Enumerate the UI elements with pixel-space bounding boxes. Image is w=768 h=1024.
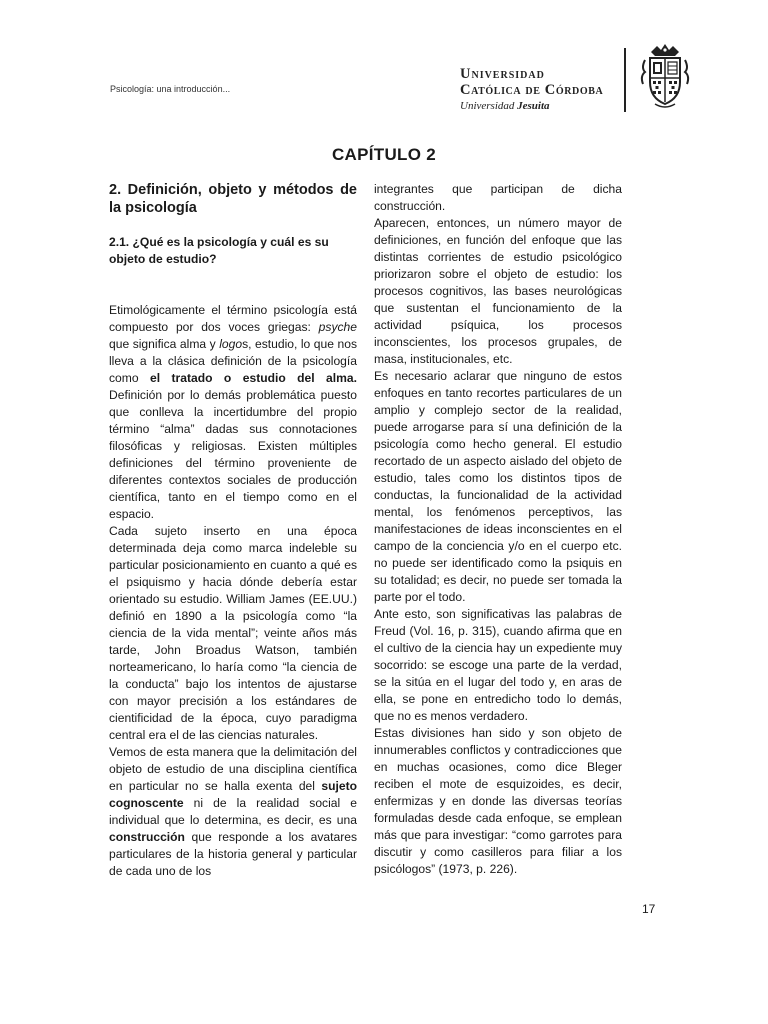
paragraph: integrantes que participan de dicha construcción. [374,182,622,213]
running-head: Psicología: una introducción... [110,84,231,94]
text-run: Etimológicamente el término psicología está compuesto por dos voces griegas: [109,303,357,334]
paragraph: Es necesario aclarar que ninguno de estos enfoques en tanto recortes particulares de un amplio y complejo sector de la realidad, puede arrogarse para sí una definición de la psicología como hecho general. El estudio recortado de un aspecto aislado del objeto de estudio, tales como los distintos tipos de conductas, la funcionalidad de la actividad mental, los fenómenos perceptivos, las manifestaciones de ideas inconscientes en el campo de la conciencia y/o en el cuerpo etc. no puede ser identificado como la psiquis en su totalidad; es decir, no puede ser tomada la parte por el todo. [374,369,622,604]
term-psyche: psyche [318,320,357,334]
term-logos: logo [219,337,243,351]
paragraph [109,744,357,880]
university-tagline [460,99,603,114]
tagline-jesuita: Jesuita [517,100,550,112]
text-run: Definición por lo demás problemática puesto que conlleva la incertidumbre del propio término “alma” dadas sus connotaciones filosóficas y religiosas. Existen múltiples definiciones del término proveniente de diferentes contextos sociales de producción científica, tanto en el tiempo como en el espacio. [109,388,357,521]
university-logo-text [460,66,603,114]
paragraph: Estas divisiones han sido y son objeto de innumerables conflictos y contradicciones que en muchas ocasiones, como dice Bleger reciben el mote de esquizoides, es decir, enfermizas y en donde las diversas teorías formuladas desde cada enfoque, se emplean más que para investigar: “como garrotes para discutir y como casilleros para filiar a los psicólogos” (1973, p. 226). [374,726,622,876]
university-name-line1: Universidad [460,66,545,82]
bold-phrase: el tratado o estudio del alma. [150,371,357,385]
bold-phrase: sujeto cognoscente [109,779,357,810]
university-name-line2: Católica de Córdoba [460,82,604,98]
tagline-word: Universidad [460,100,515,112]
university-crest-icon [637,42,693,112]
text-run: s, estudio, lo que nos lleva a la clásica definición de la psicología como [109,337,357,385]
paragraph: Ante esto, son significativas las palabras de Freud (Vol. 16, p. 315), cuando afirma que en el cultivo de la ciencia hay un expediente muy socorrido: se escoge una parte de la verdad, se la sitúa en el lugar del todo y, en aras de ella, se pone en entredicho todo lo demás, que no es menos verdadero. [374,607,622,723]
text-run: Vemos de esta manera que la delimitación del objeto de estudio de una disciplina científica en particular no se halla exenta del [109,745,357,793]
bold-phrase: construcción [109,830,185,844]
text-run: ni de la realidad social e individual que lo determina, es decir, es una [109,796,357,827]
section-heading: 2. Definición, objeto y métodos de la psicología [109,182,357,216]
paragraph: Cada sujeto inserto en una época determinada deja como marca indeleble su particular posicionamiento en cuanto a qué es el psiquismo y hacia dónde debería estar orientado su estudio. William James (EE.UU.) definió en 1890 a la psicología como “la ciencia de la vida mental”; veinte años más tarde, John Broadus Watson, también norteamericano, lo haría como “la ciencia de la conducta” bajo los intentos de ajustarse con mayor precisión a los estándares de cientificidad de la época, cuyo paradigma central era el de las ciencias naturales. [109,524,357,742]
text-run: que responde a los avatares particulares de la historia general y particular de cada uno de los [109,830,357,878]
paragraph: Aparecen, entonces, un número mayor de definiciones, en función del enfoque que las distintas corrientes de estudio psicológico priorizaron sobre el objeto de estudio: los procesos cognitivos, las bases neurológicas que sustentan el funcionamiento de la actividad psíquica, los procesos inconscientes, los procesos grupales, de masa, institucionales, etc. [374,216,622,366]
chapter-title: CAPÍTULO 2 [331,145,437,164]
logo-divider [624,48,626,112]
left-column [109,181,357,880]
paragraph [109,302,357,523]
right-column [374,181,622,878]
page-number: 17 [642,902,656,916]
subsection-heading: 2.1. ¿Qué es la psicología y cuál es su objeto de estudio? [109,235,329,266]
text-run: que significa alma y [109,337,220,351]
